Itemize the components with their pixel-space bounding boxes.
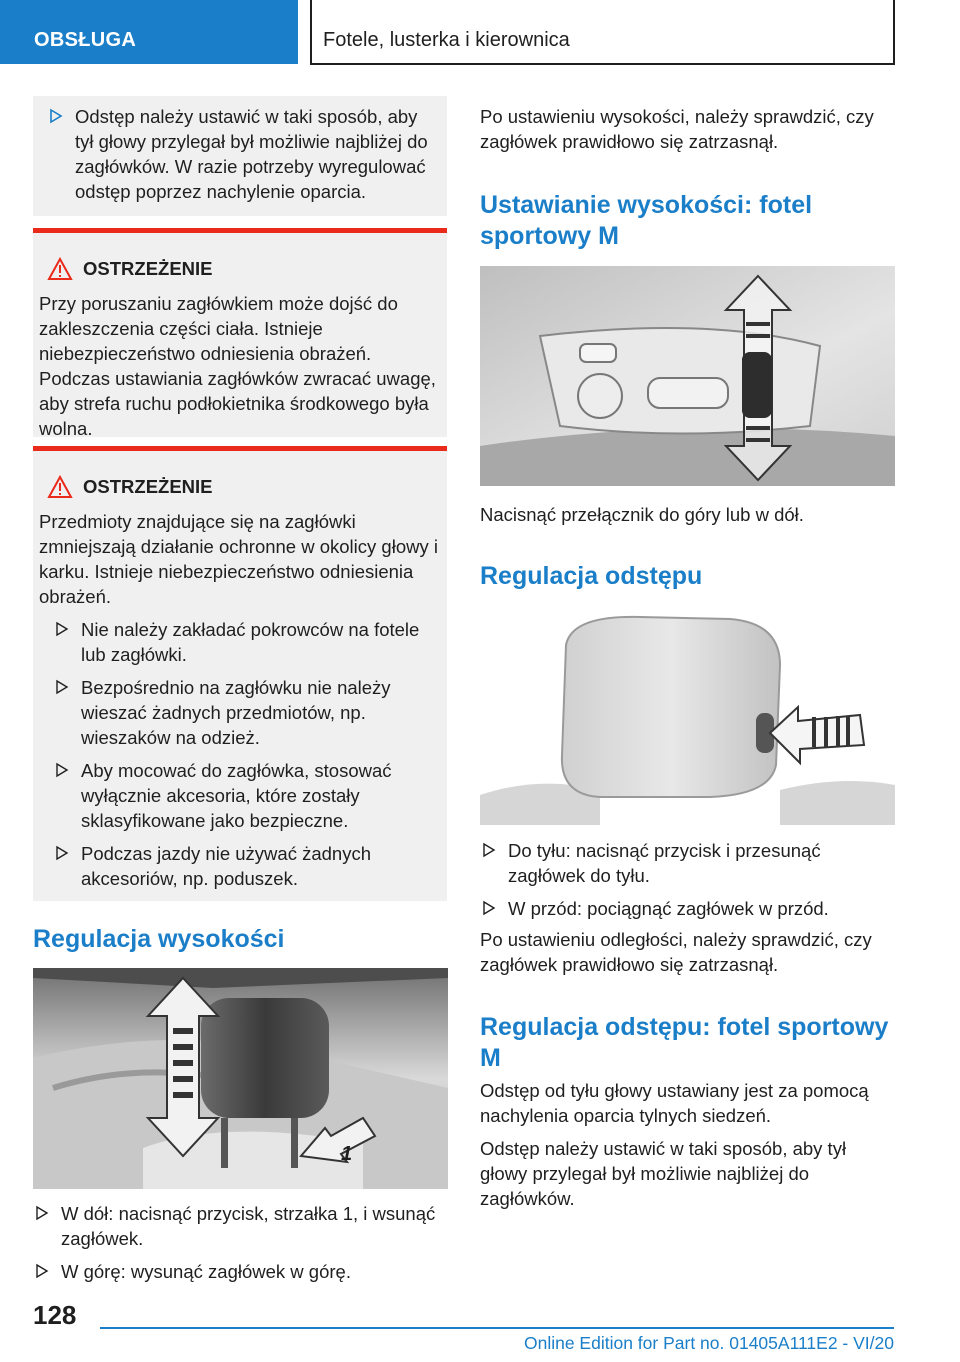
list-item-text: Podczas jazdy nie używać żadnych akcesoriów, np. poduszek. <box>81 843 371 889</box>
heading-distance: Regulacja odstępu <box>480 562 703 590</box>
bullet-triangle-icon <box>35 1205 49 1221</box>
bullet-triangle-icon <box>49 108 63 124</box>
figure-headrest-height <box>33 968 448 1189</box>
list-item <box>39 758 441 833</box>
figure-sport-seat-switch <box>480 266 895 486</box>
bullet-triangle-icon <box>35 1263 49 1279</box>
list-item <box>39 617 441 667</box>
list-item <box>33 1259 447 1284</box>
warning-title <box>39 475 441 499</box>
warning-triangle-icon <box>47 257 73 281</box>
list-item-text: Do tyłu: nacisnąć przycisk i przesunąć zagłówek do tyłu. <box>508 840 821 886</box>
figure-callout-label: 1 <box>341 1143 353 1165</box>
list-item <box>33 96 447 204</box>
warning-title-text: OSTRZEŻENIE <box>83 476 213 497</box>
heading-sport-height: Ustawianie wysokości: fotel sportowy M <box>480 191 813 250</box>
warning-box-2 <box>33 446 447 901</box>
section-title: OBSŁUGA <box>34 29 137 51</box>
chapter-title: Fotele, lusterka i kierownica <box>323 29 570 51</box>
warning-triangle-icon <box>47 475 73 499</box>
paragraph: Odstęp od tyłu głowy ustawiany jest za pomocą nachylenia oparcia tylnych siedzeń. <box>480 1080 869 1126</box>
warning-title-text: OSTRZEŻENIE <box>83 258 213 279</box>
list-item-text: W przód: pociągnąć zagłówek w przód. <box>508 898 829 919</box>
list-item <box>480 838 895 888</box>
heading-height-adjust: Regulacja wysokości <box>33 925 285 953</box>
list-item-text: Aby mocować do zagłówka, stosować wyłącznie akcesoria, które zostały sklasyfikowane jako bezpieczne. <box>81 760 392 831</box>
warning-text: Przedmioty znajdujące się na zagłówki zmniejszają działanie ochronne w okolicy głowy i karku. Istnieje niebezpieczeństwo odniesienia obrażeń. <box>39 511 438 607</box>
list-item-text: Odstęp należy ustawić w taki sposób, aby tył głowy przylegał był możliwie najbliżej do zagłówków. W razie potrzeby wyregulować odstęp poprzez nachylenie oparcia. <box>75 106 428 202</box>
list-item-text: W dół: nacisnąć przycisk, strzałka 1, i wsunąć zagłówek. <box>61 1203 436 1249</box>
paragraph: Nacisnąć przełącznik do góry lub w dół. <box>480 504 804 525</box>
list-item <box>39 675 441 750</box>
page-number: 128 <box>33 1300 77 1330</box>
bullet-triangle-icon <box>55 845 69 861</box>
figure-headrest-distance <box>480 605 895 825</box>
warning-text: Przy poruszaniu zagłówkiem może dojść do zakleszczenia części ciała. Istnieje niebezpieczeństwo odniesienia obrażeń. Podczas ustawiania zagłówków zwracać uwagę, aby strefa ruchu podłokietnika środkowego była wolna. <box>39 293 436 439</box>
bullet-triangle-icon <box>482 842 496 858</box>
heading-sport-distance: Regulacja odstępu: fotel sportowy M <box>480 1013 889 1072</box>
list-item <box>39 841 441 891</box>
section-tab <box>0 0 298 64</box>
list-item-text: Nie należy zakładać pokrowców na fotele lub zagłówki. <box>81 619 420 665</box>
bullet-triangle-icon <box>55 621 69 637</box>
list-item <box>480 896 895 921</box>
chapter-header <box>311 0 895 65</box>
footer-edition: Online Edition for Part no. 01405A111E2 - VI/20 <box>523 1333 894 1353</box>
list-item-text: W górę: wysunąć zagłówek w górę. <box>61 1261 351 1282</box>
paragraph: Po ustawieniu wysokości, należy sprawdzić, czy zagłówek prawidłowo się zatrzasnął. <box>480 106 874 152</box>
footer-rule <box>100 1327 894 1329</box>
warning-title <box>39 257 441 281</box>
paragraph: Po ustawieniu odległości, należy sprawdzić, czy zagłówek prawidłowo się zatrzasnął. <box>480 929 872 975</box>
bullet-triangle-icon <box>55 679 69 695</box>
bullet-triangle-icon <box>55 762 69 778</box>
warning-box-1 <box>33 228 447 437</box>
tip-box <box>33 96 447 216</box>
bullet-triangle-icon <box>482 900 496 916</box>
list-item-text: Bezpośrednio na zagłówku nie należy wieszać żadnych przedmiotów, np. wieszaków na odzież. <box>81 677 391 748</box>
paragraph: Odstęp należy ustawić w taki sposób, aby tył głowy przylegał był możliwie najbliżej do zagłówków. <box>480 1138 847 1209</box>
list-item <box>33 1201 447 1251</box>
